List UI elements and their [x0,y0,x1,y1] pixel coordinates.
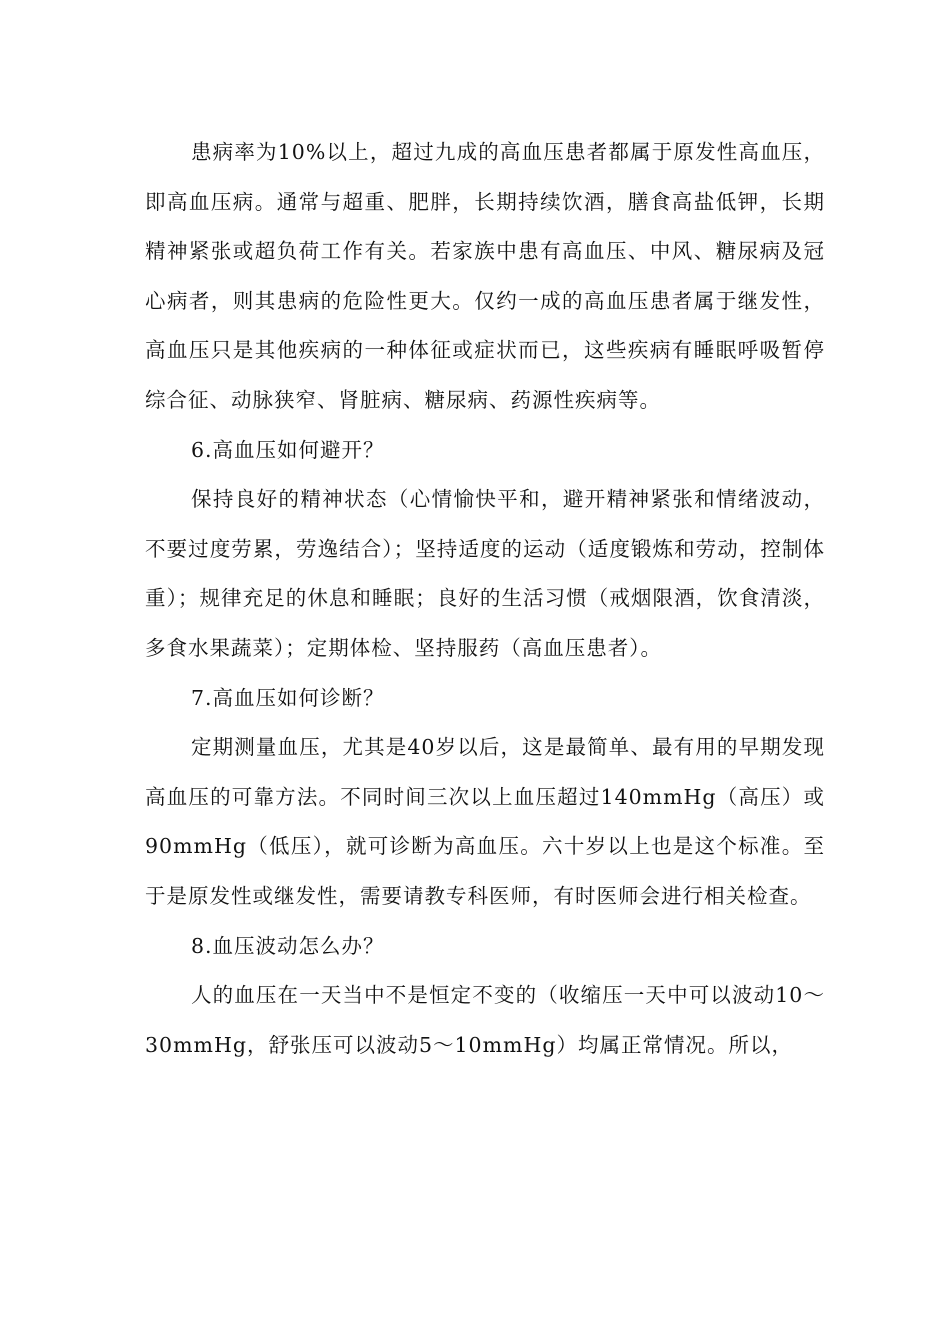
heading-fluctuation: 8.血压波动怎么办？ [191,933,385,958]
paragraph-fluctuation: 人的血压在一天当中不是恒定不变的（收缩压一天中可以波动10～30mmHg，舒张压可以波动5～10mmHg）均属正常情况。所以， [145,983,825,1057]
heading-prevention: 6.高血压如何避开？ [191,437,385,462]
document-body [145,128,825,1070]
heading-diagnosis: 7.高血压如何诊断？ [191,685,385,710]
paragraph-prevention: 保持良好的精神状态（心情愉快平和，避开精神紧张和情绪波动，不要过度劳累，劳逸结合）；坚持适度的运动（适度锻炼和劳动，控制体重）；规律充足的休息和睡眠；良好的生活习惯（戒烟限酒，饮食清淡，多食水果蔬菜）；定期体检、坚持服药（高血压患者）。 [145,487,825,660]
paragraph-diagnosis: 定期测量血压，尤其是40岁以后，这是最简单、最有用的早期发现高血压的可靠方法。不同时间三次以上血压超过140mmHg（高压）或90mmHg（低压），就可诊断为高血压。六十岁以上也是这个标准。至于是原发性或继发性，需要请教专科医师，有时医师会进行相关检查。 [145,735,825,908]
paragraph-hypertension-causes: 患病率为10%以上，超过九成的高血压患者都属于原发性高血压，即高血压病。通常与超重、肥胖，长期持续饮酒，膳食高盐低钾，长期精神紧张或超负荷工作有关。若家族中患有高血压、中风、糖尿病及冠心病者，则其患病的危险性更大。仅约一成的高血压患者属于继发性，高血压只是其他疾病的一种体征或症状而已，这些疾病有睡眠呼吸暂停综合征、动脉狭窄、肾脏病、糖尿病、药源性疾病等。 [145,140,825,412]
